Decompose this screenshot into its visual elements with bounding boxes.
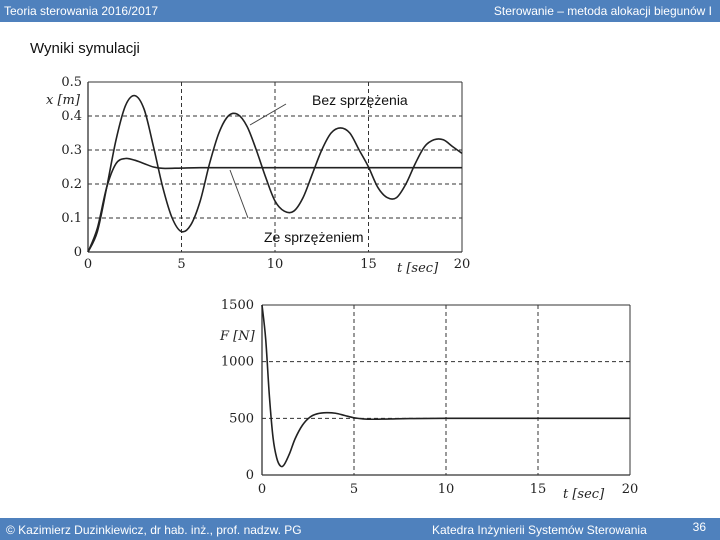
x-tick-label: 10 (437, 482, 455, 497)
chart-2 (219, 298, 638, 502)
y-axis-label: x [m] (46, 93, 80, 108)
y-tick-label: 1000 (220, 354, 254, 370)
y-tick-label: 0.2 (61, 177, 82, 192)
x-tick-label: 15 (529, 482, 547, 497)
y-tick-label: 0.5 (61, 75, 82, 90)
header-bar (0, 0, 720, 22)
annotation-label: Ze sprzężeniem (264, 229, 364, 245)
lecture-title: Sterowanie – metoda alokacji biegunów I (493, 4, 712, 18)
y-tick-label: 0.1 (61, 211, 82, 226)
footer-department: Katedra Inżynierii Systemów Sterowania (432, 523, 647, 537)
footer-bar (0, 518, 720, 540)
y-tick-label: 500 (229, 411, 254, 427)
chart-1 (46, 75, 470, 276)
y-tick-label: 0 (245, 468, 254, 483)
page-number: 36 (692, 520, 706, 534)
x-tick-label: 10 (266, 257, 284, 272)
x-tick-label: 0 (257, 482, 267, 497)
y-tick-label: 0.3 (61, 143, 82, 158)
y-tick-label: 0 (73, 245, 82, 260)
course-title: Teoria sterowania 2016/2017 (4, 4, 159, 18)
y-tick-label: 0.4 (61, 109, 82, 124)
x-tick-label: 15 (360, 257, 377, 272)
series-line-1 (88, 96, 462, 252)
x-axis-label: t [sec] (563, 487, 605, 502)
x-tick-label: 5 (177, 257, 186, 272)
annotation-label: Bez sprzężenia (312, 92, 408, 108)
slide-subtitle: Wyniki symulacji (30, 40, 140, 57)
series-line-1 (262, 305, 630, 467)
x-tick-label: 5 (349, 482, 359, 497)
footer-author: © Kazimierz Duzinkiewicz, dr hab. inż., prof. nadzw. PG (6, 523, 302, 537)
series-line-2 (88, 158, 462, 252)
x-axis-label: t [sec] (397, 261, 439, 276)
x-tick-label: 20 (453, 257, 471, 272)
y-axis-label: F [N] (220, 329, 255, 344)
y-tick-label: 1500 (220, 298, 254, 313)
x-tick-label: 0 (83, 257, 93, 272)
annotation-leader (230, 170, 248, 218)
x-tick-label: 20 (621, 482, 639, 497)
annotation-leader (250, 104, 286, 125)
